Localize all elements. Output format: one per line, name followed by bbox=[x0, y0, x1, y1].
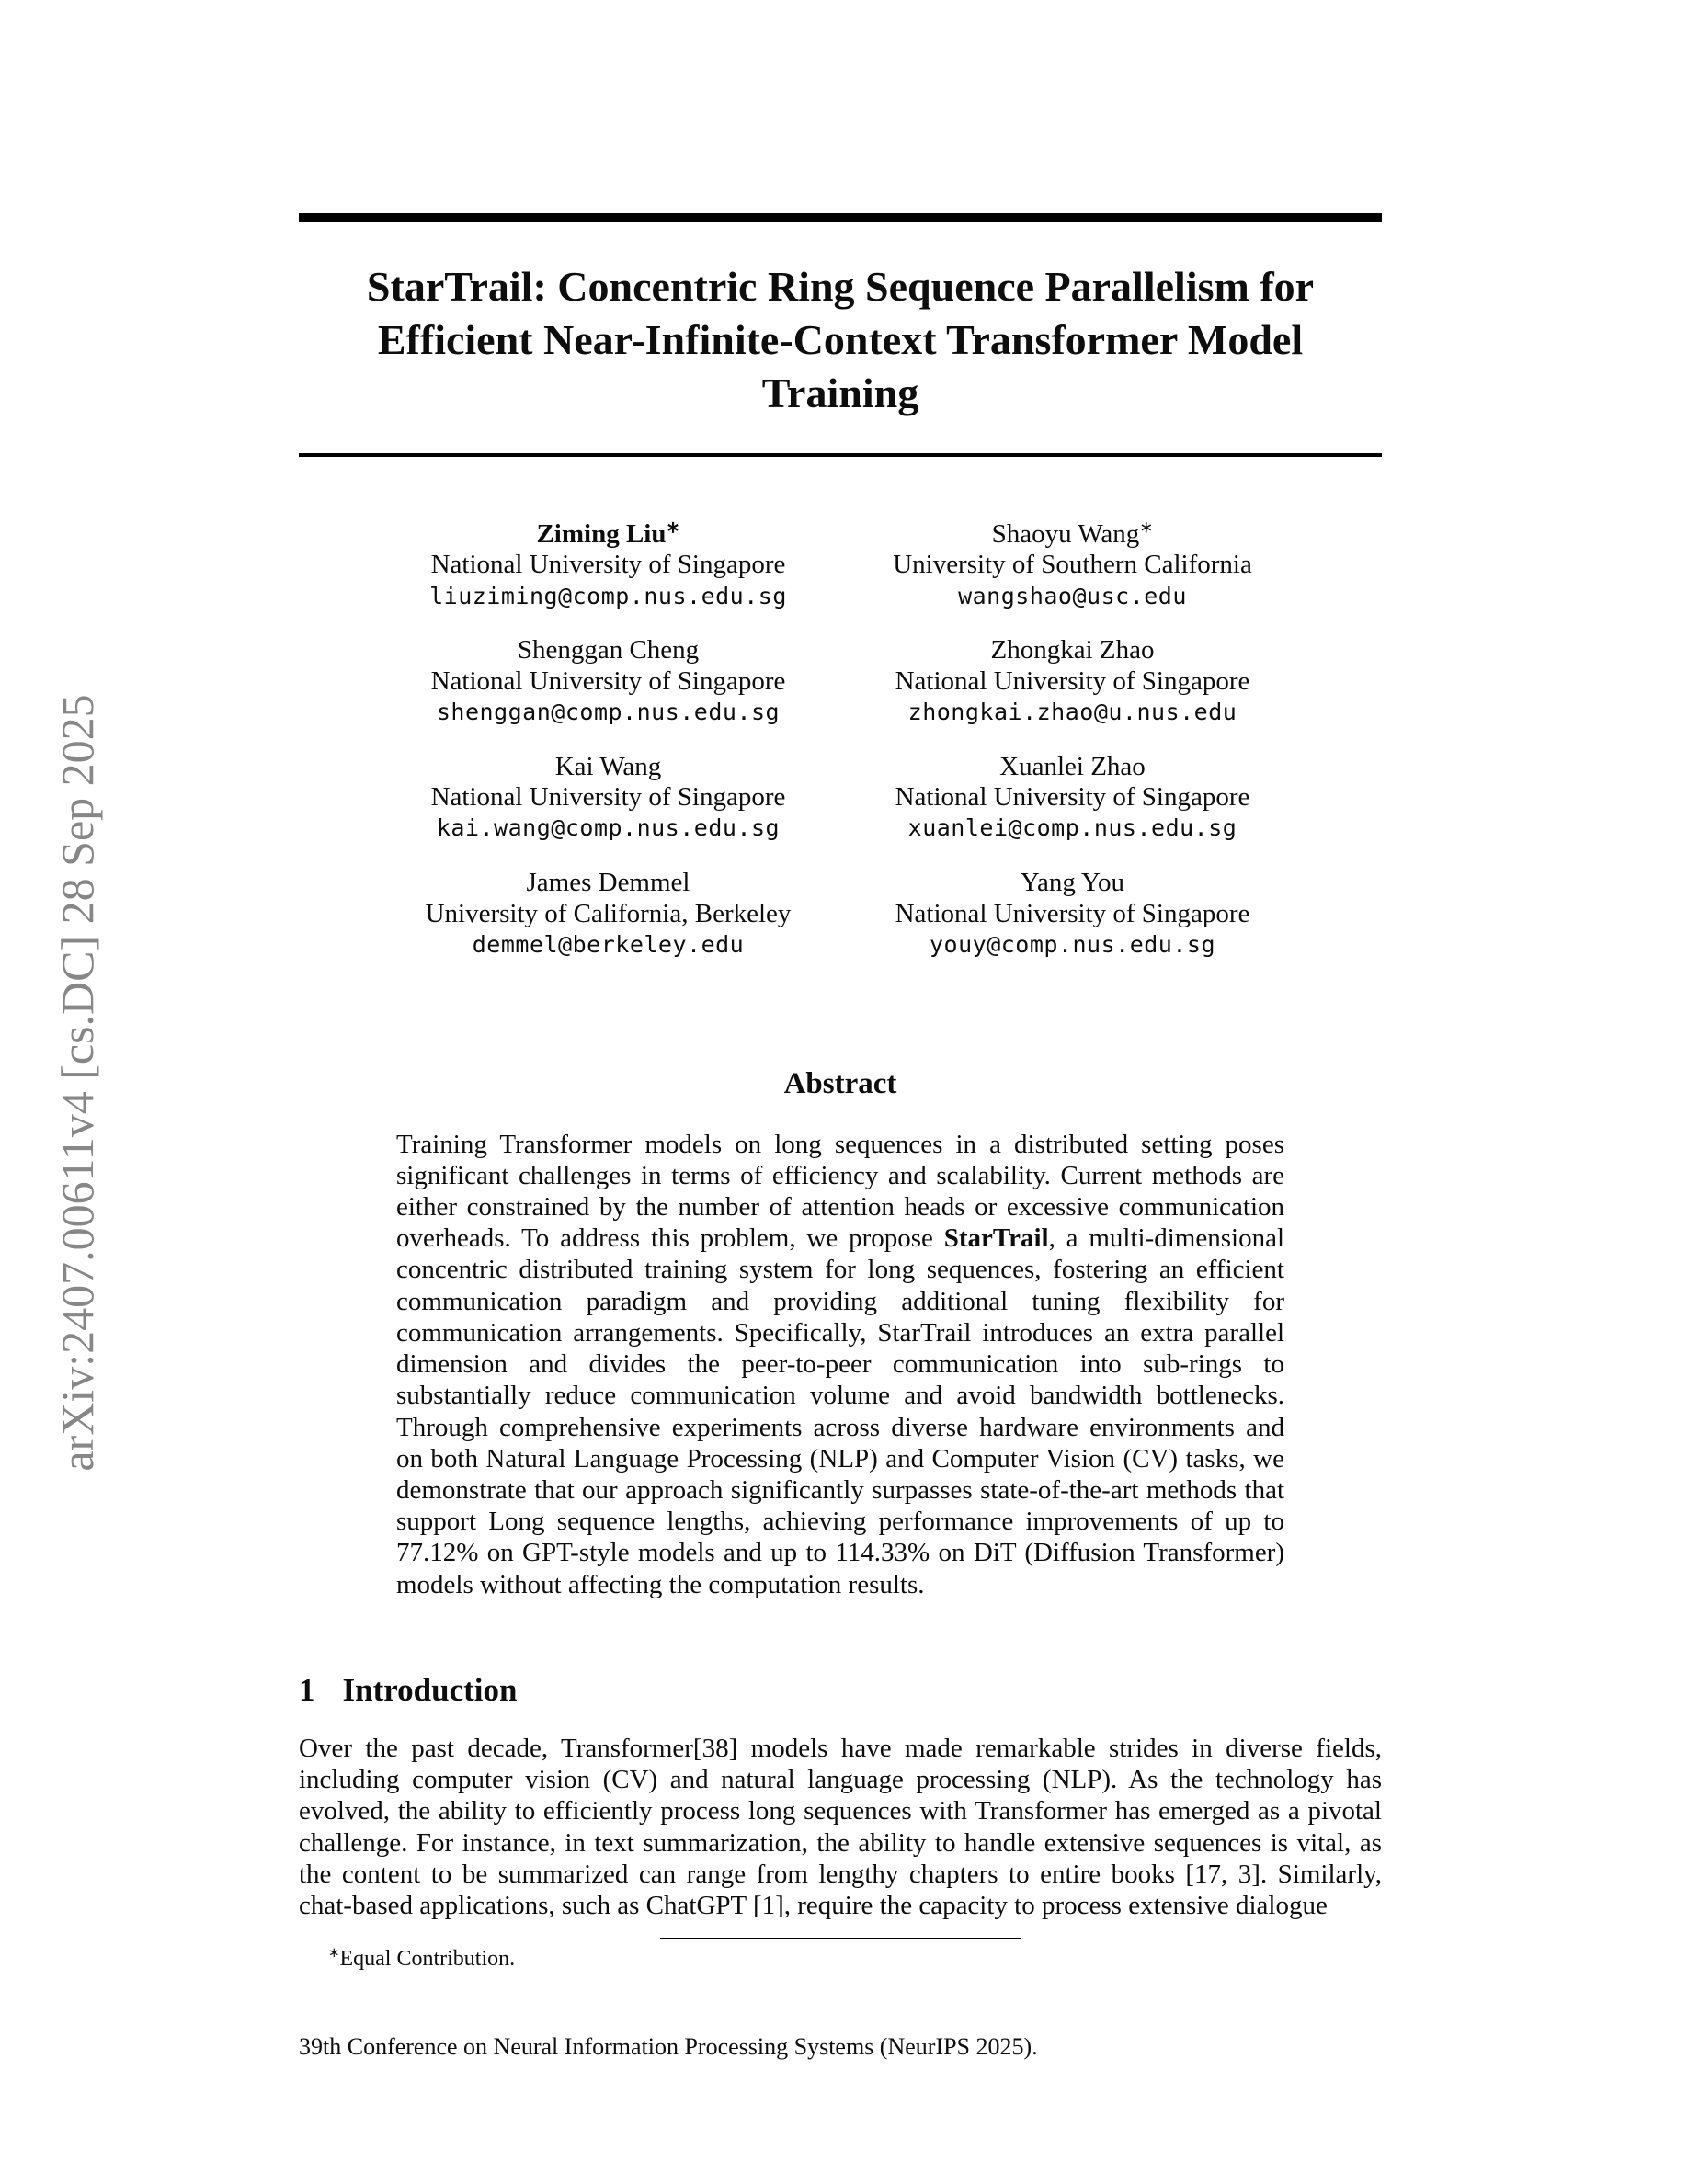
section-1-heading bbox=[299, 1672, 1382, 1709]
author-name bbox=[840, 635, 1305, 665]
author-mark: ∗ bbox=[666, 518, 680, 537]
author-block-shaoyu-wang bbox=[840, 519, 1305, 609]
author-name-text: Zhongkai Zhao bbox=[990, 635, 1155, 665]
equal-contribution-footnote bbox=[299, 1947, 1382, 1972]
author-affiliation: National University of Singapore bbox=[895, 898, 1250, 928]
author-email: youy@comp.nus.edu.sg bbox=[929, 930, 1216, 958]
author-name bbox=[840, 519, 1305, 550]
author-block-xuanlei-zhao bbox=[840, 752, 1305, 842]
footnote-text: Equal Contribution. bbox=[339, 1947, 516, 1972]
arxiv-sidebar-label: arXiv:2407.00611v4 [cs.DC] 28 Sep 2025 bbox=[51, 694, 103, 1472]
author-block-zhongkai-zhao bbox=[840, 635, 1305, 725]
author-name-text: Ziming Liu bbox=[536, 518, 667, 549]
author-block-yang-you bbox=[840, 868, 1305, 958]
author-affiliation: National University of Singapore bbox=[895, 782, 1250, 813]
paper-content bbox=[299, 0, 1382, 1972]
abstract-heading: Abstract bbox=[783, 1066, 897, 1100]
author-name-text: Shenggan Cheng bbox=[517, 635, 700, 665]
conference-footer: 39th Conference on Neural Information Processing Systems (NeurIPS 2025). bbox=[299, 2033, 1038, 2060]
intro-paragraph: Over the past decade, Transformer[38] models have made remarkable strides in diverse fields, including computer vision (CV) and natural language processing (NLP). As the technology has evolved, the ability to efficiently process long sequences with Transformer has emerged as a pivotal challenge. For instance, in text summarization, the ability to handle extensive sequences is vital, as the content to be summarized can range from lengthy chapters to entire books [17, 3]. Similarly, chat-based applications, such as ChatGPT [1], require the capacity to process extensive dialogue bbox=[299, 1733, 1382, 1920]
author-block-shenggan-cheng bbox=[376, 635, 840, 725]
author-name-text: James Demmel bbox=[526, 868, 690, 898]
author-email: wangshao@usc.edu bbox=[958, 582, 1187, 609]
title-rule-bottom bbox=[299, 453, 1382, 457]
author-affiliation: National University of Singapore bbox=[895, 665, 1250, 696]
author-affiliation: National University of Singapore bbox=[430, 550, 786, 580]
author-name bbox=[840, 868, 1305, 898]
author-name bbox=[376, 752, 840, 782]
author-affiliation: National University of Singapore bbox=[430, 665, 786, 696]
author-email: liuziming@comp.nus.edu.sg bbox=[429, 582, 787, 609]
abstract-text-after: , a multi-dimensional concentric distributed training system for long sequences, fostering an efficient communication paradigm and providing additional tuning flexibility for communication arrangements. Specifically, StarTrail introduces an extra parallel dimension and divides the peer-to-peer communication into sub-rings to substantially reduce communication volume and avoid bandwidth bottlenecks. Through comprehensive experiments across diverse hardware environments and on both Natural Language Processing (NLP) and Computer Vision (CV) tasks, we demonstrate that our approach significantly surpasses state-of-the-art methods that support Long sequence lengths, achieving performance improvements of up to 77.12% on GPT-style models and up to 114.33% on DiT (Diffusion Transformer) models without affecting the computation results. bbox=[396, 1223, 1284, 1599]
abstract-text-before: Training Transformer models on long sequences in a distributed setting poses significant challenges in terms of efficiency and scalability. Current methods are either constrained by the number of attention heads or excessive communication overheads. To address this problem, we propose bbox=[396, 1129, 1284, 1254]
title-rule-top bbox=[299, 213, 1382, 222]
author-name-text: Shaoyu Wang bbox=[991, 518, 1140, 549]
abstract-text bbox=[396, 1129, 1284, 1600]
author-block-ziming-liu bbox=[376, 519, 840, 609]
author-name-text: Xuanlei Zhao bbox=[999, 751, 1146, 781]
paper-title: StarTrail: Concentric Ring Sequence Parallelism for Efficient Near-Infinite-Context Transformer Model Training bbox=[366, 263, 1315, 416]
author-name bbox=[376, 868, 840, 898]
author-email: demmel@berkeley.edu bbox=[472, 930, 745, 958]
abstract-bold-term: StarTrail bbox=[943, 1223, 1049, 1254]
authors-block bbox=[376, 519, 1305, 959]
author-name-text: Kai Wang bbox=[554, 751, 662, 781]
author-name bbox=[376, 635, 840, 665]
footnote-mark: ∗ bbox=[328, 1946, 340, 1962]
author-affiliation: University of Southern California bbox=[893, 550, 1252, 580]
author-email: zhongkai.zhao@u.nus.edu bbox=[907, 698, 1237, 725]
author-email: kai.wang@comp.nus.edu.sg bbox=[436, 814, 781, 842]
author-block-kai-wang bbox=[376, 752, 840, 842]
author-block-james-demmel bbox=[376, 868, 840, 958]
author-email: xuanlei@comp.nus.edu.sg bbox=[907, 814, 1237, 842]
author-name bbox=[840, 752, 1305, 782]
author-mark: ∗ bbox=[1139, 518, 1154, 537]
author-email: shenggan@comp.nus.edu.sg bbox=[436, 698, 781, 725]
section-1-title: Introduction bbox=[342, 1671, 518, 1708]
author-name-text: Yang You bbox=[1020, 868, 1125, 898]
author-affiliation: University of California, Berkeley bbox=[425, 898, 792, 928]
author-name bbox=[376, 519, 840, 550]
section-1-number: 1 bbox=[299, 1671, 315, 1708]
footnote-rule bbox=[660, 1938, 1021, 1939]
author-affiliation: National University of Singapore bbox=[430, 782, 786, 813]
